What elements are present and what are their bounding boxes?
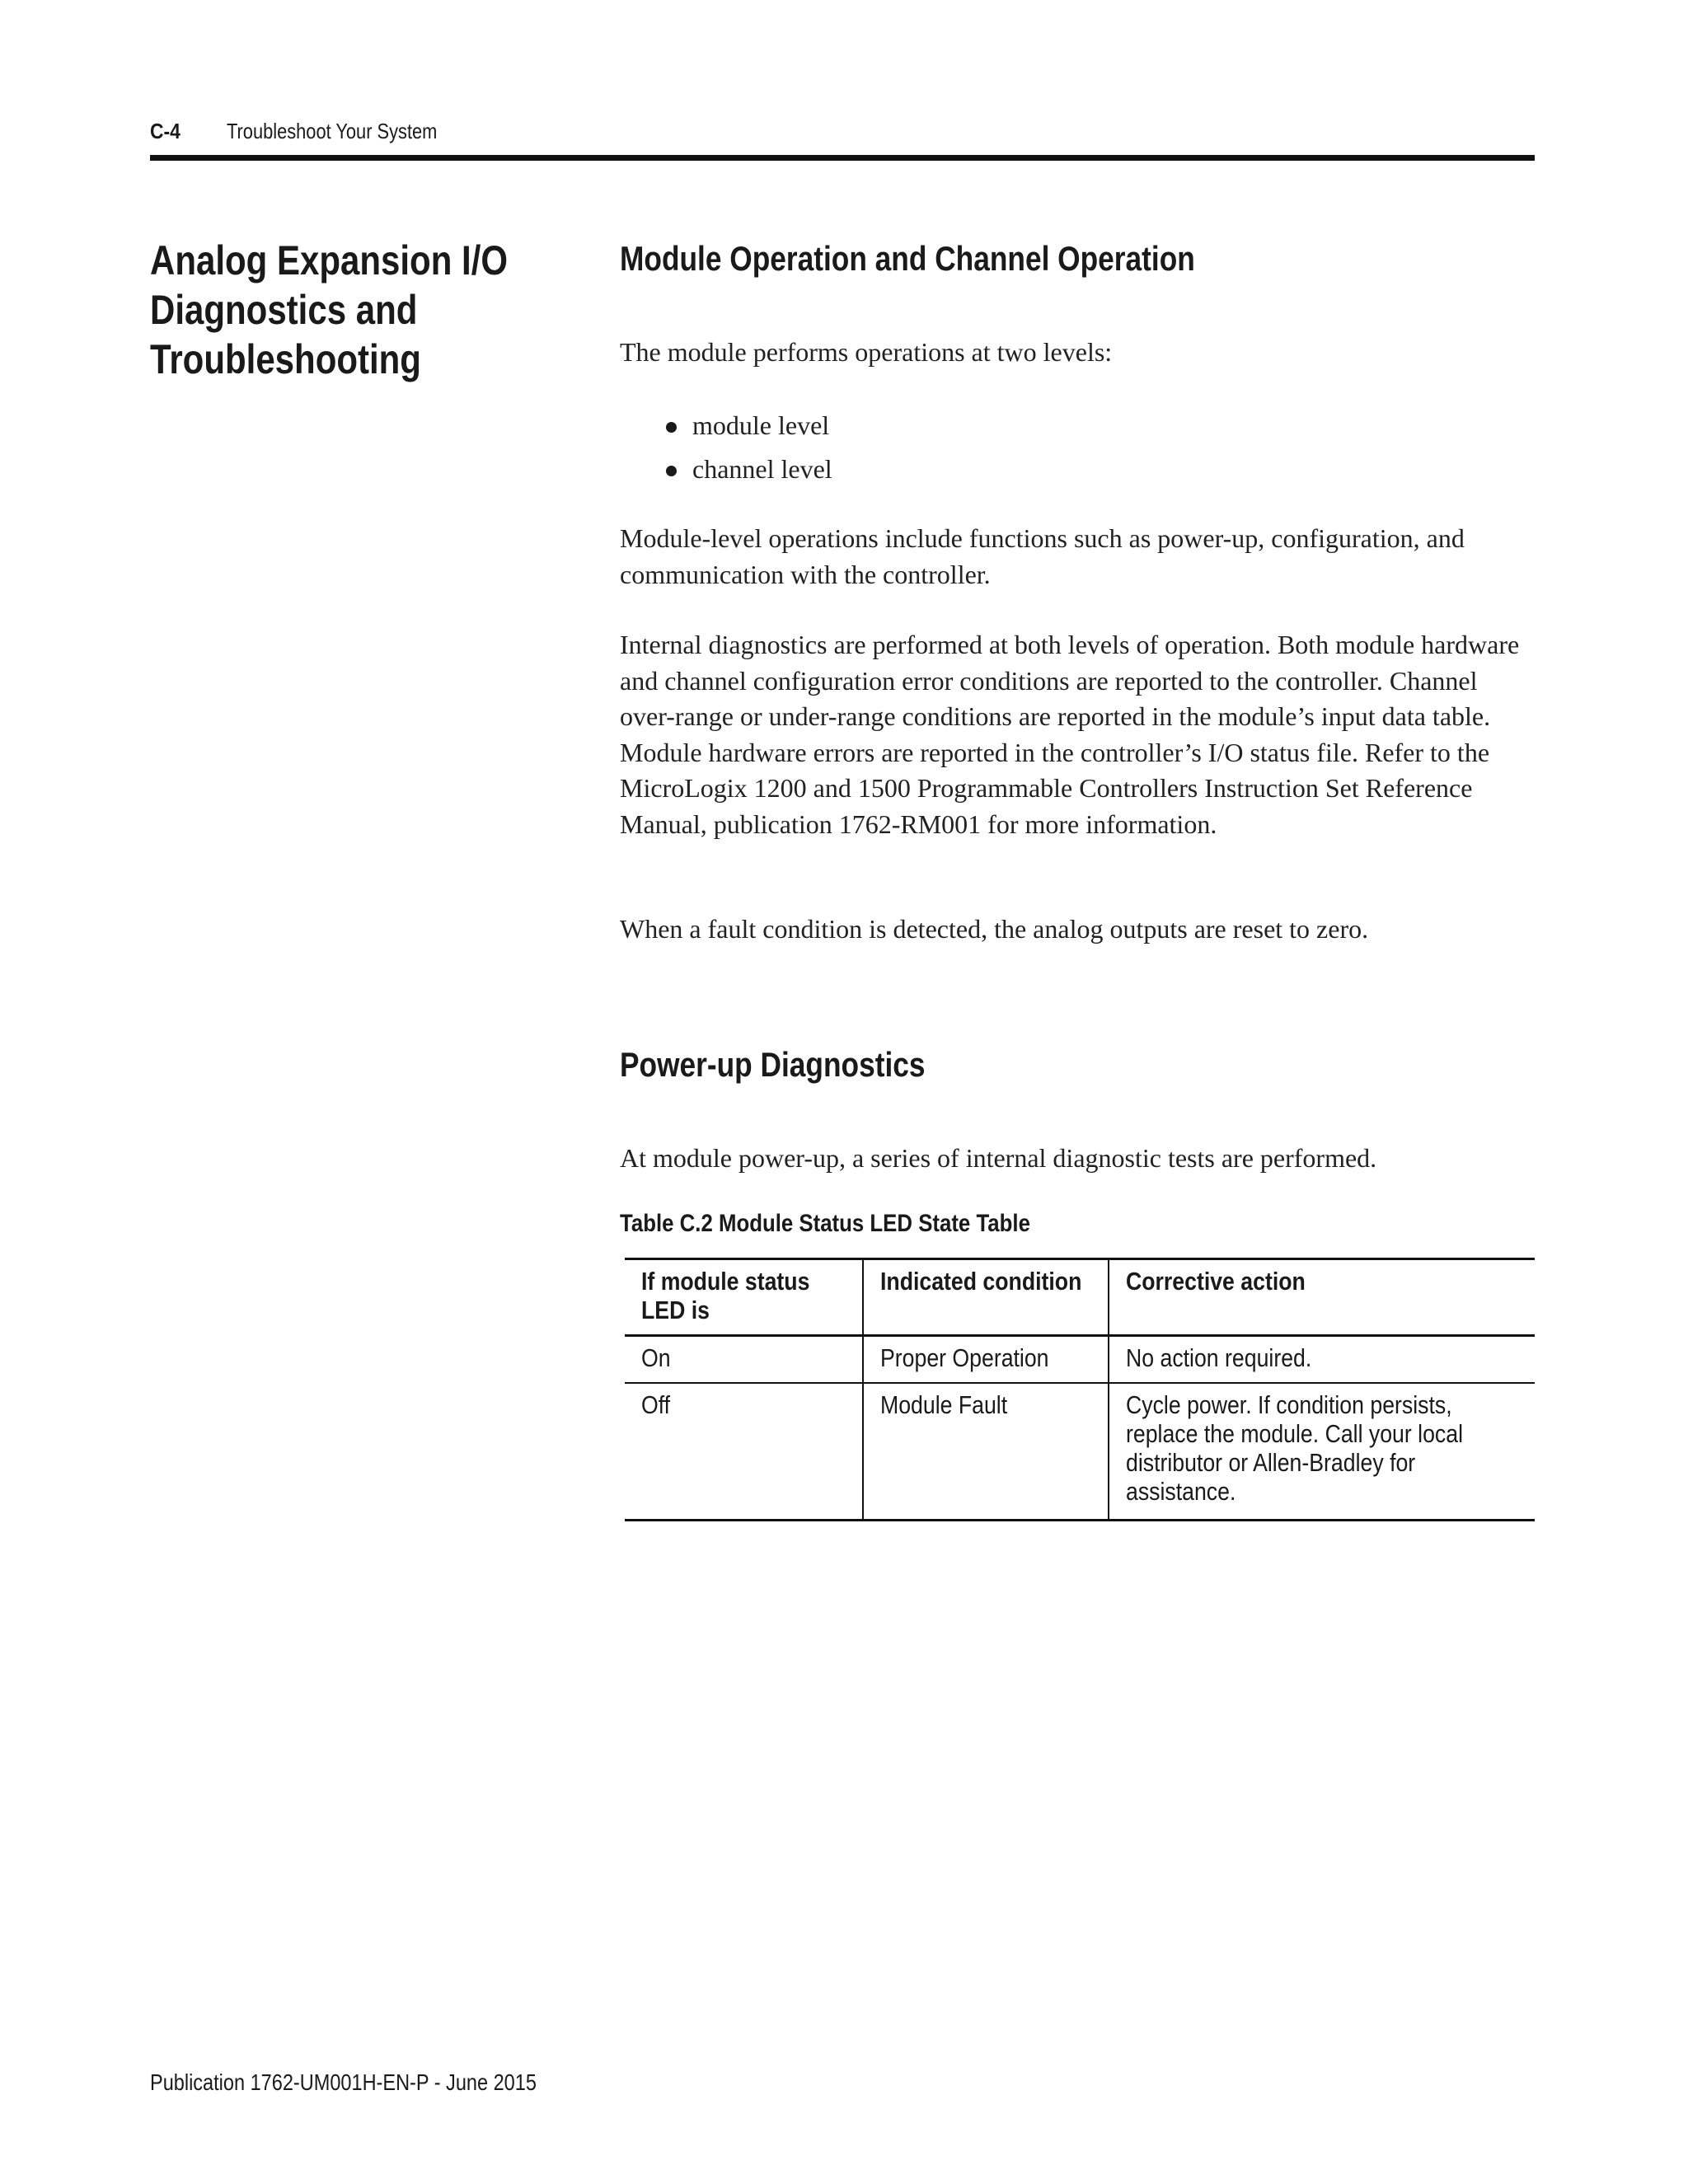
section-heading-power-up: Power-up Diagnostics	[620, 1045, 926, 1084]
column-header: If module status LED is	[641, 1267, 810, 1324]
section-heading-module-operation: Module Operation and Channel Operation	[620, 239, 1195, 278]
list-item: module level	[620, 404, 832, 448]
publication-footer: Publication 1762-UM001H-EN-P - June 2015	[150, 2069, 537, 2095]
header-rule	[150, 155, 1535, 161]
page-number: C-4	[150, 119, 181, 143]
fault-condition-paragraph: When a fault condition is detected, the analog outputs are reset to zero.	[620, 914, 1369, 944]
column-header: Corrective action	[1109, 1259, 1535, 1336]
table-cell: Cycle power. If condition persists, replace the module. Call your local distributor or Allen-Bradley for assistance.	[1109, 1383, 1535, 1521]
table-row	[625, 1336, 1535, 1384]
bullet-icon	[666, 422, 677, 433]
module-status-led-table	[625, 1258, 1535, 1521]
side-title: Analog Expansion I/O Diagnostics and Troubleshooting	[150, 237, 509, 382]
internal-diagnostics-paragraph: Internal diagnostics are performed at both levels of operation. Both module hardware and channel configuration error conditions are reported to the controller. Channel over-range or under-range conditions are reported in the module’s input data table. Module hardware errors are reported in the controller’s I/O status file. Refer to the MicroLogix 1200 and 1500 Programmable Controllers Instruction Set Reference Manual, publication 1762-RM001 for more information.	[620, 630, 1520, 839]
column-header: Indicated condition	[863, 1259, 1109, 1336]
table-cell: Off	[641, 1390, 671, 1419]
intro-paragraph: The module performs operations at two levels:	[620, 337, 1113, 367]
running-header-title: Troubleshoot Your System	[227, 119, 438, 143]
bullet-icon	[666, 466, 677, 476]
operation-levels-list	[620, 404, 832, 491]
table-cell: Proper Operation	[863, 1336, 1109, 1384]
table-cell: On	[641, 1343, 671, 1372]
table-caption: Table C.2 Module Status LED State Table	[620, 1210, 1030, 1237]
table-cell: No action required.	[1109, 1336, 1535, 1384]
list-item: channel level	[620, 448, 832, 491]
module-level-paragraph: Module-level operations include functions such as power-up, configuration, and communication with the controller.	[620, 523, 1465, 589]
table-cell: Module Fault	[863, 1383, 1109, 1521]
table-header-row	[625, 1259, 1535, 1336]
table-row	[625, 1383, 1535, 1521]
power-up-paragraph: At module power-up, a series of internal diagnostic tests are performed.	[620, 1143, 1377, 1173]
